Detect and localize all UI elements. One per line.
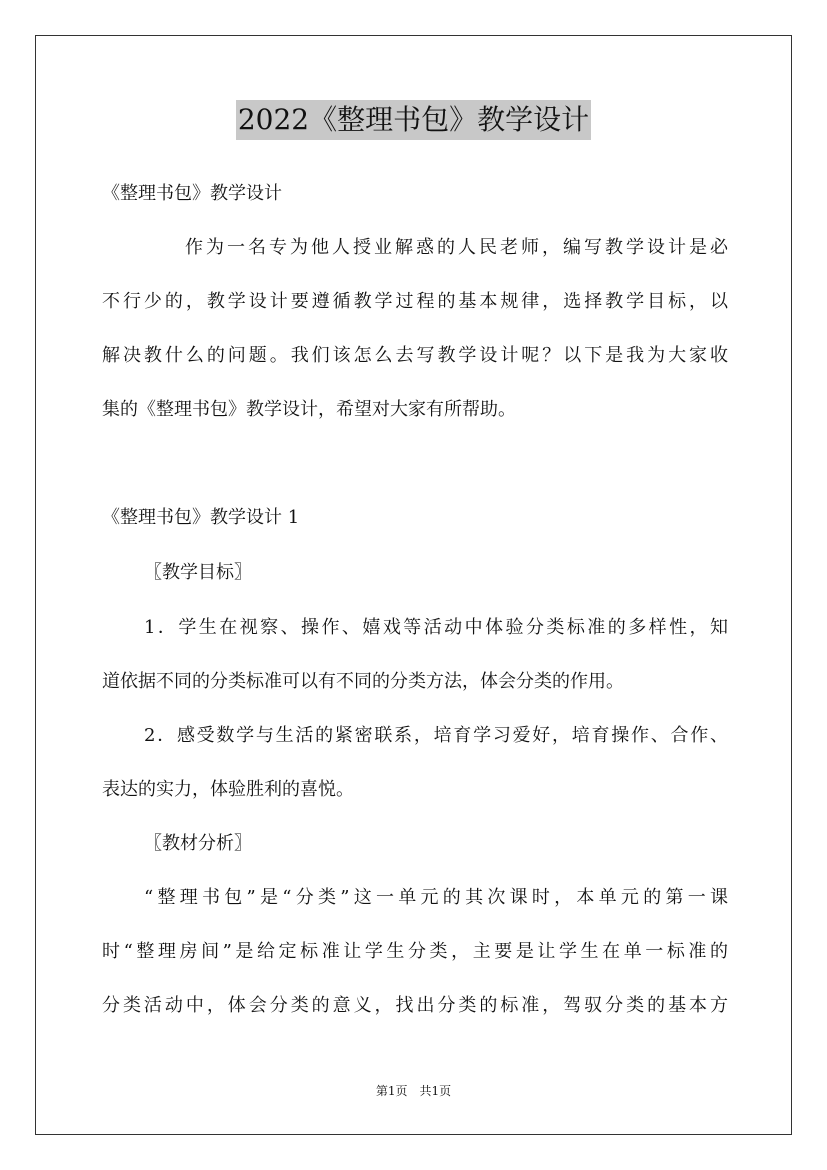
goal2-line-1: 2．感受数学与生活的紧密联系，培育学习爱好，培育操作、合作、 [144, 725, 728, 746]
subtitle: 《整理书包》教学设计 [102, 183, 282, 204]
material-line-2: 时“整理房间”是给定标准让学生分类，主要是让学生在单一标准的 [102, 941, 728, 962]
intro-line-3: 解决教什么的问题。我们该怎么去写教学设计呢？以下是我为大家收 [102, 345, 728, 366]
intro-line-2: 不行少的，教学设计要遵循教学过程的基本规律，选择教学目标，以 [102, 291, 728, 312]
intro-line-4: 集的《整理书包》教学设计，希望对大家有所帮助。 [102, 399, 516, 420]
material-line-3: 分类活动中，体会分类的意义，找出分类的标准，驾驭分类的基本方 [102, 995, 728, 1016]
material-line-1: “整理书包”是“分类”这一单元的其次课时，本单元的第一课 [144, 887, 728, 908]
title-block [0, 100, 827, 140]
intro-line-1: 作为一名专为他人授业解惑的人民老师，编写教学设计是必 [185, 237, 728, 258]
goal1-line-2: 道依据不同的分类标准可以有不同的分类方法，体会分类的作用。 [102, 671, 624, 692]
section-heading: 《整理书包》教学设计 1 [102, 507, 300, 528]
goals-heading: 〖教学目标〗 [144, 562, 252, 583]
goal2-line-2: 表达的实力，体验胜利的喜悦。 [102, 779, 354, 800]
page-footer: 第1页 共1页 [375, 1084, 452, 1098]
goal1-line-1: 1．学生在视察、操作、嬉戏等活动中体验分类标准的多样性，知 [144, 617, 728, 638]
material-heading: 〖教材分析〗 [144, 833, 252, 854]
document-title: 2022《整理书包》教学设计 [236, 100, 591, 140]
